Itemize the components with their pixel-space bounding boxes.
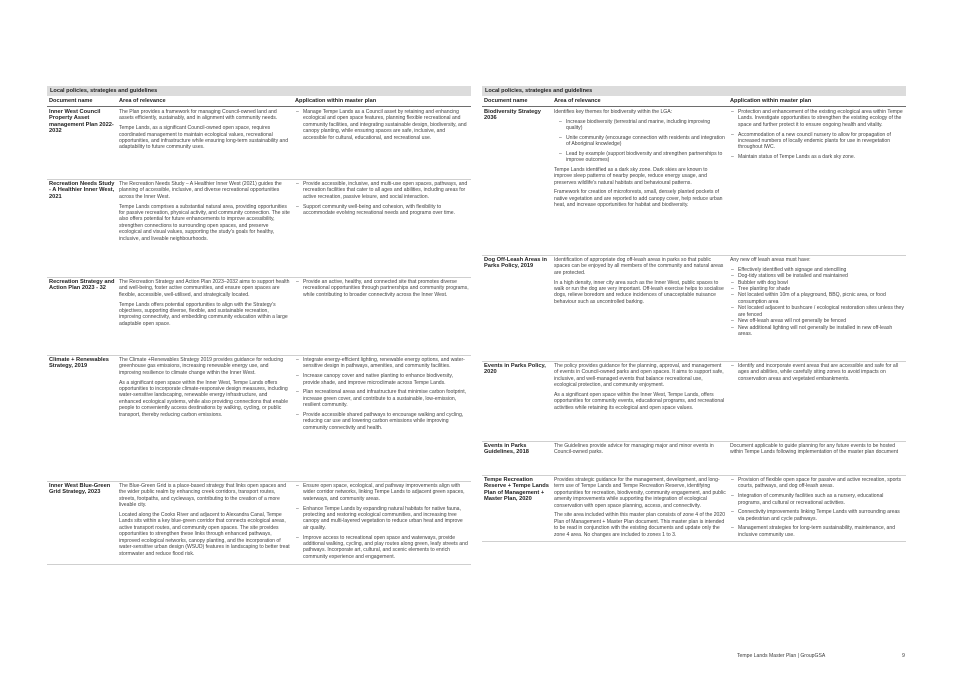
document-name: Dog Off-Leash Areas in Parks Policy, 2019 (484, 256, 547, 270)
list-item: – Accommodation of a new council nursery to allow for propagation of increased numbers of locally endemic plants for use in revegetation throughout IWC. (730, 132, 904, 151)
policies-table-right (482, 86, 906, 538)
table-header (482, 96, 906, 107)
list-item: – Enhance Tempe Lands by expanding natural habitats for native fauna, protecting and restoring ecological communities, and increasing tree canopy and multi-layered vegetation to reduce urban heat and improve air quality. (295, 506, 469, 532)
application-within-master-plan (295, 481, 471, 564)
list-item: – Integration of community facilities such as a nursery, educational programs, and cultural or recreational activities. (730, 493, 904, 506)
table-row (47, 107, 471, 180)
document-name: Climate + Renewables Strategy, 2019 (49, 356, 109, 370)
list-item: – Improve access to recreational open space and waterways, provide additional walking, cycling, and play routes along green, leafy streets and pathways. Incorporate art, cultural, and scenic elements to enrich community experience and engagement. (295, 535, 469, 561)
table-row (482, 107, 906, 256)
list-item: – Lead by example (support biodiversity and strengthen partnerships to improve outcomes) (558, 151, 726, 164)
document-name: Recreation Needs Study - A Healthier Inner West, 2021 (49, 180, 115, 200)
table-title: Local policies, strategies and guidelines (47, 86, 471, 96)
list-item: – Not located within 10m of a playground, BBQ, picnic area, or food consumption area (730, 292, 904, 305)
document-name: Biodiversity Strategy 2036 (484, 108, 541, 122)
list-item: – Provide an active, healthy, and connected site that promotes diverse recreational opportunities through partnerships and community programs, while contributing to broader connectivity across the Inner West. (295, 279, 469, 298)
footer-text: Tempe Lands Master Plan | GroupGSA (737, 653, 826, 659)
list-item: – Provide accessible shared pathways to encourage walking and cycling, reducing car use and lowering carbon emissions while improving community connectivity and health. (295, 412, 469, 431)
bullet-list (295, 109, 469, 141)
bullet-list (730, 477, 904, 538)
paragraph: The policy provides guidance for the planning, approval, and management of events in Council-owned parks and open spaces. It aims to support safe, inclusive, and well-managed events that balance recreational use, ecological protection, and community enjoyment. (554, 362, 724, 389)
paragraph: Framework for creation of microforests, small, densely planted pockets of native vegetation and are reported to add canopy cover, help reduce urban heat, and increase opportunities for habitat and biodiversity. (554, 189, 723, 209)
page-number: 9 (902, 653, 905, 659)
bullet-list (554, 119, 726, 164)
application-within-master-plan (730, 361, 906, 441)
area-of-relevance (119, 277, 295, 355)
bullet-list (295, 483, 469, 560)
list-item: – Bubbler with dog bowl (730, 280, 904, 286)
bullet-list (295, 181, 469, 216)
area-of-relevance (554, 107, 730, 255)
table-row (47, 355, 471, 482)
list-item: – Protection and enhancement of the existing ecological area within Tempe Lands. Investigate opportunities to strengthen the existing ecology of the space and further protect it to ensure ongoing health and vitality. (730, 109, 904, 128)
paragraph: Any new off leash areas must have: (730, 256, 811, 263)
list-item: – Identify and incorporate event areas that are accessible and safe for all ages and abilities, while carefully siting zones to avoid impacts on conservation areas and vegetated embankments. (730, 363, 904, 382)
application-within-master-plan (730, 255, 906, 361)
list-item: – Tree planting for shade (730, 286, 904, 292)
paragraph: The site area included within this master plan consists of zone 4 of the 2020 Plan of Management + Master Plan document. This master plan is intended to be read in conjunction with the existing documents and update only the zone 4 area. No changes are included to zones 1 to 3. (554, 512, 726, 538)
area-of-relevance (119, 481, 295, 564)
paragraph: The Recreation Needs Study – A Healthier Inner West (2021) guides the planning of accessible, inclusive, and diverse recreational opportunities across the Inner West. (119, 180, 282, 200)
list-item: – Integrate energy-efficient lighting, renewable energy options, and water-sensitive design in pathways, amenities, and community facilities. (295, 357, 469, 370)
table-row (482, 255, 906, 362)
paragraph: Tempe Lands comprises a substantial natural area, providing opportunities for passive recreation, physical activity, and community connection. The site also offers potential for future enhancements to improve accessibility, strengthen connections to surrounding open spaces, and preserve ecological and visual values, supporting the study's goals for healthy, inclusive, and liveable neighbourhoods. (119, 203, 290, 242)
bullet-list (295, 357, 469, 431)
bullet-list (295, 279, 469, 298)
document-name: Events in Parks Guidelines, 2018 (484, 442, 529, 456)
header-area-of-relevance: Area of relevance (119, 97, 166, 104)
area-of-relevance (554, 255, 730, 361)
paragraph: In a high density, inner city area such as the Inner West, public spaces to walk or run the dog are very important. Off-leash exercise helps to socialise dogs, relieve boredom and reduce incidences of unacceptable nuisance behaviour such as uncontrolled barking. (554, 279, 724, 305)
application-within-master-plan (295, 277, 471, 355)
list-item: – Provision of flexible open space for passive and active recreation, sports courts, pathways, and dog off-leash areas. (730, 477, 904, 490)
application-within-master-plan (295, 355, 471, 481)
list-item: – Provide accessible, inclusive, and multi-use open spaces, pathways, and recreation facilities that cater to all ages and abilities, including areas for active recreation, passive leisure, and social interaction. (295, 181, 469, 200)
header-application: Application within master plan (730, 97, 812, 104)
area-of-relevance (554, 361, 730, 441)
document-name: Inner West Blue-Green Grid Strategy, 2023 (49, 482, 111, 496)
table-row (482, 475, 906, 542)
application-within-master-plan (295, 179, 471, 277)
document-name: Events in Parks Policy, 2020 (484, 362, 546, 376)
list-item: – Maintain status of Tempe Lands as a dark sky zone. (730, 154, 904, 160)
application-within-master-plan (730, 107, 906, 255)
application-within-master-plan (295, 107, 471, 179)
area-of-relevance (119, 179, 295, 277)
table-row (482, 441, 906, 476)
paragraph: The Plan provides a framework for managing Council-owned land and assets efficiently, sustainably, and in alignment with community needs. (119, 108, 278, 122)
table-row (47, 277, 471, 356)
list-item: – Not located adjacent to bushcare / ecological restoration sites unless they are fenced (730, 305, 904, 318)
policies-table-left (47, 86, 471, 560)
paragraph: The Recreation Strategy and Action Plan 2023–2032 aims to support health and well-being, foster active communities, and ensure open spaces are flexible, accessible, well-utilised, and strategically located. (119, 278, 290, 298)
area-of-relevance (554, 441, 730, 475)
list-item: – Ensure open space, ecological, and pathway improvements align with wider corridor networks, linking Tempe Lands to adjacent green spaces, waterways, and community areas. (295, 483, 469, 502)
header-area-of-relevance: Area of relevance (554, 97, 601, 104)
list-item: – Support community well-being and cohesion, with flexibility to accommodate evolving recreational needs and programs over time. (295, 204, 469, 217)
paragraph: As a significant open space within the Inner West, Tempe Lands, offers opportunities for community events, educational programs, and recreational activities while retaining its ecological and open space values. (554, 391, 725, 411)
table-row (482, 361, 906, 442)
application-within-master-plan (730, 441, 906, 475)
paragraph: Provides strategic guidance for the management, development, and long-term use of Tempe Lands and Tempe Recreation Reserve, identifying opportunities for recreation, biodiversity, community engagement, and public amenity improvements while supporting the integration of ecological conservation with open space planning, access, and connectivity. (554, 476, 726, 509)
paragraph: Tempe Lands, as a significant Council-owned open space, requires coordinated management to maintain ecological values, recreational opportunities, and infrastructure while ensuring long-term sustainability and adaptability to future community uses. (119, 125, 289, 151)
list-item: – Dog-tidy stations will be installed and maintained (730, 273, 904, 279)
area-of-relevance (554, 475, 730, 541)
list-item: – Manage Tempe Lands as a Council asset by retaining and enhancing ecological and open space features, planning flexible recreational and community facilities, and integrating sustainable design, biodiversity, and canopy planting, while ensuring spaces are safe, inclusive, and accessible for cultural, educational, and recreational use. (295, 109, 469, 141)
table-title: Local policies, strategies and guidelines (482, 86, 906, 96)
application-within-master-plan (730, 475, 906, 541)
header-document-name: Document name (49, 97, 93, 104)
list-item: – Plan recreational areas and infrastructure that minimise carbon footprint, increase green cover, and contribute to a sustainable, low-emission, resilient community. (295, 389, 469, 408)
document-name: Recreation Strategy and Action Plan 2023 - 32 (49, 278, 115, 292)
paragraph: The Climate +Renewables Strategy 2019 provides guidance for reducing greenhouse gas emissions, increasing renewable energy use, and improving resilience to climate change within the Inner West. (119, 356, 284, 376)
list-item: – Unite community (encourage connection with residents and integration of Aboriginal knowledge) (558, 135, 726, 148)
document-name: Tempe Recreation Reserve + Tempe Lands Plan of Management + Master Plan, 2020 (484, 476, 549, 503)
paragraph: Tempe Lands offers potential opportunities to align with the Strategy's objectives, supporting diverse, flexible, and sustainable recreation, improving connectivity, and embedding community education within a large adaptable open space. (119, 301, 288, 327)
table-row (47, 179, 471, 278)
bullet-list (730, 267, 904, 338)
list-item: – Connectivity improvements linking Tempe Lands with surrounding areas via pedestrian and cycle pathways. (730, 509, 904, 522)
list-item: – Effectively identified with signage and stencilling (730, 267, 904, 273)
paragraph: The Guidelines provide advice for managing major and minor events in Council-owned parks. (554, 442, 714, 456)
list-item: – New additional lighting will not generally be installed in new off-leash areas. (730, 325, 904, 338)
paragraph: Identifies key themes for biodiversity within the LGA: (554, 108, 673, 115)
paragraph: Tempe Lands identified as a dark sky zone. Dark skies are known to improve sleep patterns of nearby people, reduce energy usage, and preserves wildlife's natural habitats and behavioural patterns. (554, 166, 708, 186)
bullet-list (730, 363, 904, 382)
paragraph: The Blue-Green Grid is a place-based strategy that links open spaces and the wider public realm by enhancing creek corridors, transport routes, streets, footpaths, and cycleways, contributing to the creation of a more liveable city. (119, 482, 287, 509)
document-name: Inner West Council Property Asset management Plan 2022-2032 (49, 108, 114, 135)
list-item: – Increase biodiversity (terrestrial and marine, including improving quality) (558, 119, 726, 132)
area-of-relevance (119, 355, 295, 481)
table-header (47, 96, 471, 107)
header-application: Application within master plan (295, 97, 377, 104)
header-document-name: Document name (484, 97, 528, 104)
list-item: – Increase canopy cover and native planting to enhance biodiversity, provide shade, and improve microclimate across Tempe Lands. (295, 373, 469, 386)
table-row (47, 481, 471, 565)
paragraph: Located along the Cooks River and adjacent to Alexandra Canal, Tempe Lands sits within a key blue-green corridor that connects ecological areas, active transport routes, and community open spaces. The site provides opportunities to strengthen these links through enhanced pathways, improved ecological networks, canopy planting, and the incorporation of water-sensitive urban design (WSUD) features in landscaping to better treat stormwater and reduce flood risk. (119, 511, 290, 557)
paragraph: As a significant open space within the Inner West, Tempe Lands offers opportunities to incorporate climate-responsive design measures, including water-sensitive landscaping, renewable energy infrastructure, and enhanced ecological systems, while also providing connections that enable people to conveniently access destinations by walking, cycling, or public transport, thereby reducing carbon emissions. (119, 379, 289, 418)
area-of-relevance (119, 107, 295, 179)
paragraph: Document applicable to guide planning for any future events to be hosted within Tempe Lands following implementation of the master plan document (730, 442, 899, 456)
list-item: – New off-leash areas will not generally be fenced (730, 318, 904, 324)
list-item: – Management strategies for long-term sustainability, maintenance, and inclusive community use. (730, 525, 904, 538)
bullet-list (730, 109, 904, 161)
paragraph: Identification of appropriate dog off-leash areas in parks so that public spaces can be enjoyed by all members of the community and natural areas are protected. (554, 256, 724, 276)
